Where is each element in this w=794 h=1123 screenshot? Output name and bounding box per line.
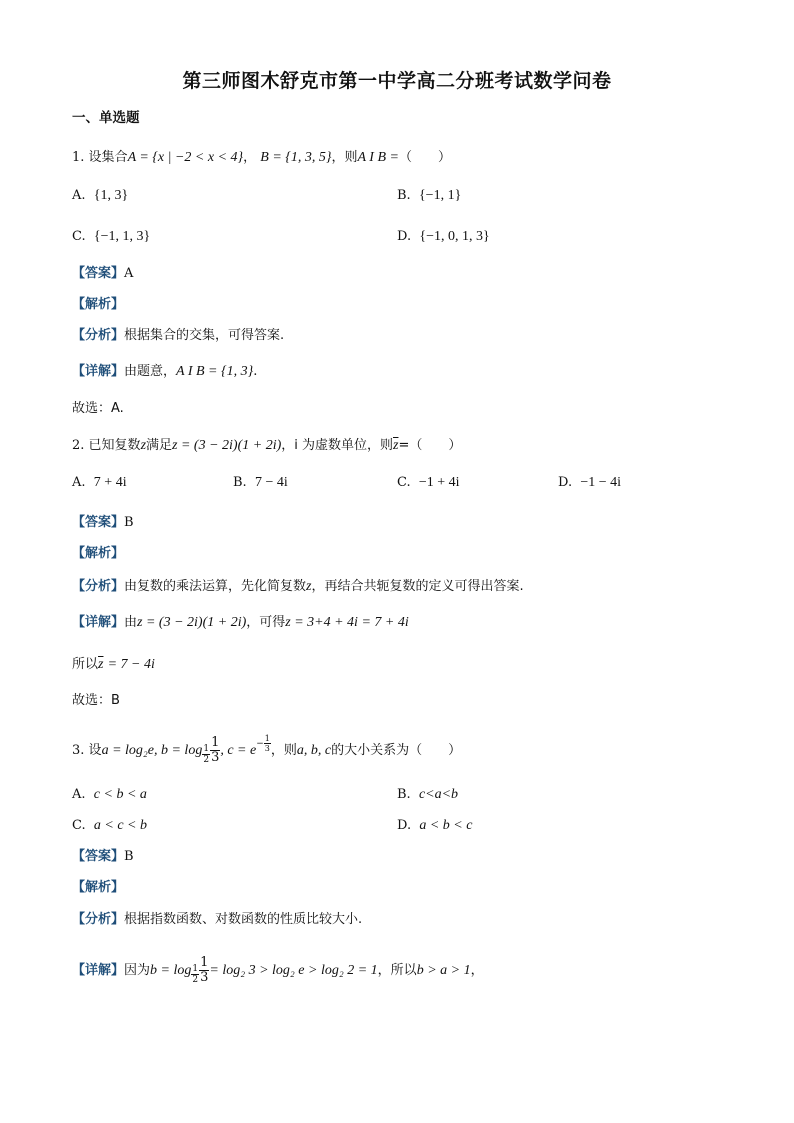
q1-option-b: B. {−1, 1} — [397, 188, 462, 203]
q2-so: 所以$\overline{z} = 7 - 4i$ — [72, 657, 155, 672]
q3-option-d: D. a < b < c — [397, 818, 473, 833]
q2-answer: 【答案】B — [72, 515, 134, 530]
section-heading: 一、单选题 — [72, 110, 140, 126]
q2-conclusion: 故选：B — [72, 693, 120, 708]
q1-analysis-label: 【解析】 — [72, 297, 125, 312]
q3-option-c: C. a < c < b — [72, 818, 147, 833]
q1-option-c: C. {−1, 1, 3} — [72, 229, 151, 244]
q2-option-a: A. 7 + 4i — [72, 475, 127, 490]
q2-analysis-label: 【解析】 — [72, 546, 125, 561]
question-3-stem: 3. 设a = log₂e, b = log $\frac{1}{2}$ $\frac{1}{3}$ , $c = e^{- \frac{1}{3}}$ ，则a, b, c的大小关系为（ ） — [72, 734, 462, 765]
q2-option-b: B. 7 − 4i — [233, 475, 288, 490]
q3-analysis-label: 【解析】 — [72, 880, 125, 895]
q2-option-c: C. −1 + 4i — [397, 475, 460, 490]
q3-xiangjie: 【详解】因为b = log $\frac{1}{2}$ $\frac{1}{3}$ = log₂ 3 > log₂ e > log₂ 2 = 1，所以b > a > 1， — [72, 955, 484, 985]
question-2-stem: 2. 已知复数z满足z = (3 − 2i)(1 + 2i)，i 为虚数单位，则$\overline{z}=$（ ） — [72, 438, 462, 453]
q1-answer: 【答案】A — [72, 266, 134, 281]
page-title: 第三师图木舒克市第一中学高二分班考试数学问卷 — [182, 70, 612, 92]
q3-fenxi: 【分析】根据指数函数、对数函数的性质比较大小. — [72, 912, 363, 927]
q1-fenxi: 【分析】根据集合的交集，可得答案. — [72, 328, 285, 343]
q3-option-b: B. c<a<b — [397, 787, 459, 802]
question-number: 1. — [72, 150, 85, 165]
q1-xiangjie: 【详解】由题意，A I B = {1, 3}. — [72, 364, 258, 379]
q3-option-a: A. c < b < a — [72, 787, 147, 802]
q3-answer: 【答案】B — [72, 849, 134, 864]
q1-conclusion: 故选：A. — [72, 401, 124, 416]
q2-xiangjie: 【详解】由z = (3 − 2i)(1 + 2i)，可得z = 3+4 + 4i = 7 + 4i — [72, 615, 409, 630]
q1-option-d: D. {−1, 0, 1, 3} — [397, 229, 490, 244]
q1-option-a: A. {1, 3} — [72, 188, 129, 203]
fraction-one-third: $\frac{1}{3}$ — [211, 735, 220, 765]
q2-option-d: D. −1 − 4i — [558, 475, 622, 490]
log-base-fraction: $\frac{1}{2}$ — [203, 744, 210, 765]
q2-fenxi: 【分析】由复数的乘法运算，先化简复数z，再结合共轭复数的定义可得出答案. — [72, 579, 524, 594]
question-1-stem: 1. 设集合A = {x | −2 < x < 4}， B = {1, 3, 5}，则A I B =（ ） — [72, 150, 451, 165]
exponent: − 1 3 — [256, 734, 270, 753]
